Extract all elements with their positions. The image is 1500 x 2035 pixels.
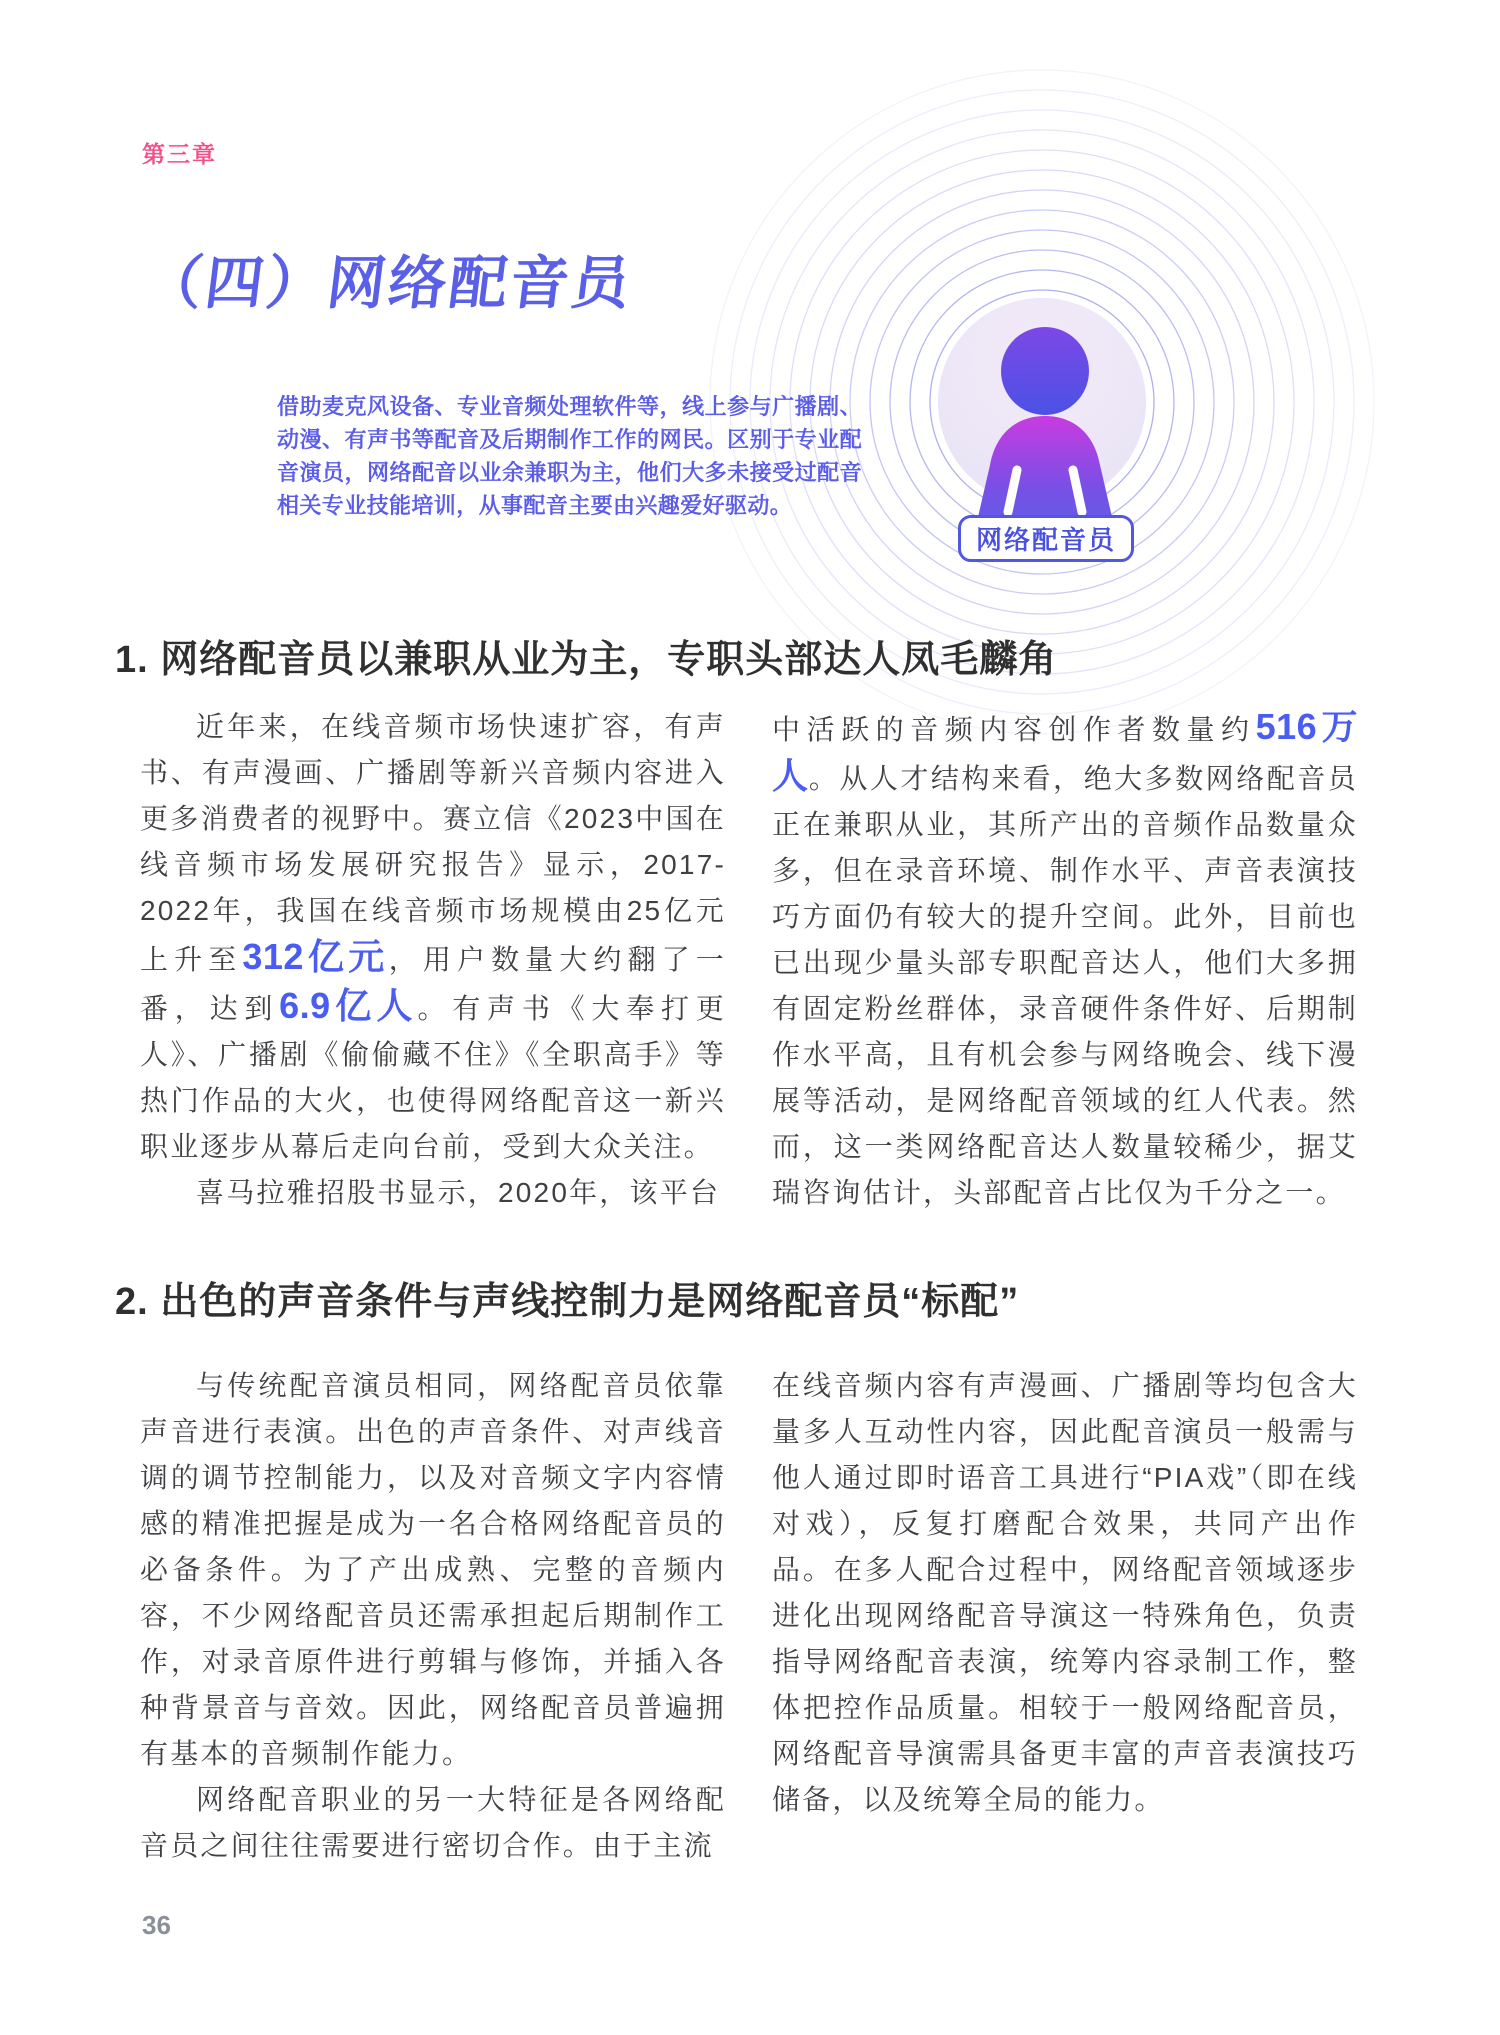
stat-highlight: 312亿元 bbox=[242, 936, 389, 977]
section-title: （四）网络配音员 bbox=[140, 251, 637, 316]
subsection1-left-column bbox=[140, 704, 726, 1216]
paragraph: 喜马拉雅招股书显示，2020年，该平台 bbox=[196, 1177, 721, 1208]
paragraph: 与传统配音演员相同，网络配音员依靠声音进行表演。出色的声音条件、对声线音调的调节控制能力，以及对音频文字内容情感的精准把握是成为一名合格网络配音员的必备条件。为了产出成熟、完整的音频内容，不少网络配音员还需承担起后期制作工作，对录音原件进行剪辑与修饰，并插入各种背景音与音效。因此，网络配音员普遍拥有基本的音频制作能力。 bbox=[140, 1370, 726, 1769]
subsection1-heading: 1. 网络配音员以兼职从业为主，专职头部达人凤毛麟角 bbox=[115, 639, 1058, 681]
stat-highlight: 6.9亿人 bbox=[279, 985, 418, 1026]
paragraph: 在线音频内容有声漫画、广播剧等均包含大量多人互动性内容，因此配音演员一般需与他人通过即时语音工具进行“PIA戏”（即在线对戏），反复打磨配合效果，共同产出作品。在多人配合过程中，网络配音领域逐步进化出现网络配音导演这一特殊角色，负责指导网络配音表演，统筹内容录制工作，整体把控作品质量。相较于一般网络配音员，网络配音导演需具备更丰富的声音表演技巧储备，以及统筹全局的能力。 bbox=[772, 1370, 1358, 1815]
chapter-label: 第三章 bbox=[142, 141, 217, 167]
paragraph: 中活跃的音频内容创作者数量约516万人。从人才结构来看，绝大多数网络配音员正在兼职从业，其所产出的音频作品数量众多，但在录音环境、制作水平、声音表演技巧方面仍有较大的提升空间。此外，目前也已出现少量头部专职配音达人，他们大多拥有固定粉丝群体，录音硬件条件好、后期制作水平高，且有机会参与网络晚会、线下漫展等活动，是网络配音领域的红人代表。然而，这一类网络配音达人数量较稀少，据艾瑞咨询估计，头部配音占比仅为千分之一。 bbox=[772, 706, 1358, 1208]
paragraph: 近年来，在线音频市场快速扩容，有声书、有声漫画、广播剧等新兴音频内容进入更多消费者的视野中。赛立信《2023中国在线音频市场发展研究报告》显示，2017-2022年，我国在线音频市场规模由25亿元上升至312亿元，用户数量大约翻了一番，达到6.9亿人。有声书《大奉打更人》、广播剧《偷偷藏不住》《全职高手》等热门作品的大火，也使得网络配音这一新兴职业逐步从幕后走向台前，受到大众关注。 bbox=[140, 711, 726, 1162]
subsection2-heading: 2. 出色的声音条件与声线控制力是网络配音员“标配” bbox=[115, 1281, 1020, 1323]
subsection1-right-column bbox=[772, 704, 1358, 1216]
subsection2-left-column bbox=[140, 1363, 726, 1869]
stat-highlight: 516万人 bbox=[772, 706, 1358, 796]
section-intro-paragraph: 借助麦克风设备、专业音频处理软件等，线上参与广播剧、动漫、有声书等配音及后期制作工作的网民。区别于专业配音演员，网络配音以业余兼职为主，他们大多未接受过配音相关专业技能培训，从事配音主要由兴趣爱好驱动。 bbox=[277, 394, 862, 518]
subsection2-right-column bbox=[772, 1363, 1358, 1823]
paragraph: 网络配音职业的另一大特征是各网络配音员之间往往需要进行密切合作。由于主流 bbox=[140, 1784, 726, 1861]
avatar-caption-badge: 网络配音员 bbox=[958, 515, 1134, 562]
page-number: 36 bbox=[142, 1910, 171, 1940]
